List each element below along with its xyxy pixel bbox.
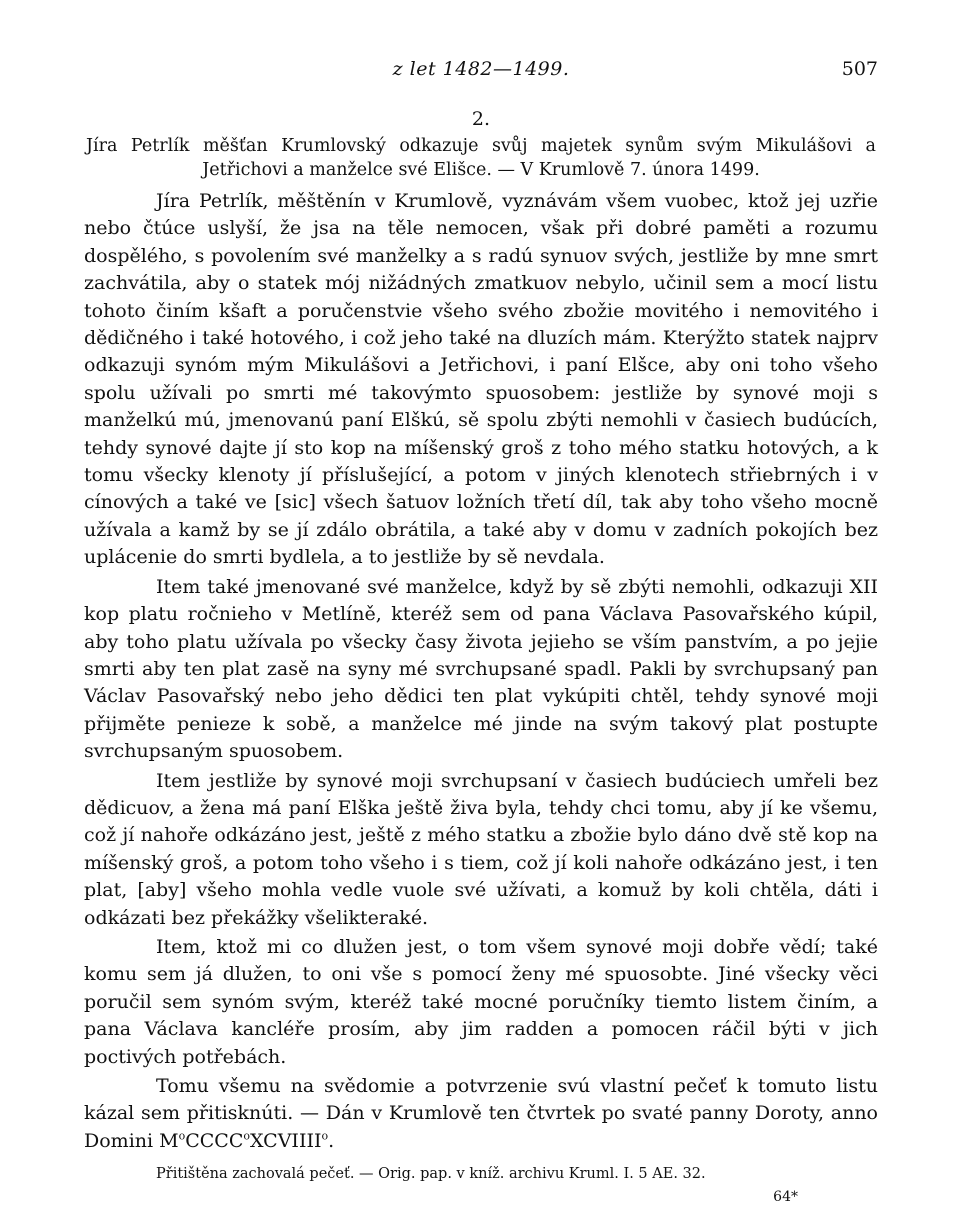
date-part-2: XCVIIII (249, 1129, 322, 1152)
paragraph-5-end: . (328, 1129, 335, 1152)
paragraph-5 (84, 1073, 878, 1155)
date-superscript-1: o (178, 1129, 186, 1143)
document-regest: Jíra Petrlík měšťan Krumlovský odkazuje svůj majetek synům svým Mikulášovi a Jetřichovi a manželce své Elišce. — V Krumlově 7. února 1499. (86, 136, 876, 180)
paragraph-3: Item jestliže by synové moji svrchupsaní v časiech budúciech umřeli bez dědicuov, a žena má paní Elška ještě živa byla, tehdy chci tomu, aby jí ke všemu, což jí nahoře odkázáno jest, ještě z mého statku a zbožie bylo dáno dvě stě kop na míšenský groš, a potom toho všeho i s tiem, což jí koli nahoře odkázáno jest, i ten plat, [aby] všeho mohla vedle vuole své užívati, a komuž by koli chtěla, dáti i odkázati bez překážky všelikteraké. (84, 769, 878, 929)
paragraph-5-text: Tomu všemu na svědomie a potvrzenie svú vlastní pečeť k tomuto listu kázal sem přitisknúti. — Dán v Krumlově ten čtvrtek po svaté panny Doroty, anno Domini M (84, 1075, 878, 1152)
document-number: 2. (471, 108, 491, 130)
page-number: 507 (841, 58, 878, 80)
date-superscript-3: o (321, 1129, 329, 1143)
running-title: z let 1482—1499. (392, 58, 570, 80)
paragraph-1: Jíra Petrlík, měštěnín v Krumlově, vyznávám všem vuobec, ktož jej uzřie nebo čtúce uslyší, že jsa na těle nemocen, však při dobré paměti a rozumu dospělého, s povolením své manželky a s radú synuov svých, jestliže by mne smrt zachvátila, aby o statek mój nižádných zmatkuov nebylo, učinil sem a mocí listu tohoto činím kšaft a poručenstvie všeho svého zbožie movitého i nemovitého i dědičného i také hotového, i což jeho také na dluzích mám. Kterýžto statek najprv odkazuji synóm mým Mikulášovi a Jetřichovi, i paní Elšce, aby oni toho všeho spolu užívali po smrti mé takovýmto spuosobem: jestliže by synové moji s manželkú mú, jmenovanú paní Elškú, sě spolu zbýti nemohli v časiech budúcích, tehdy synové dajte jí sto kop na míšenský groš z toho mého statku hotových, a k tomu všecky klenoty jí příslušející, a potom v jiných klenotech střiebrných i v cínových a také ve [sic] všech šatuov ložních třetí díl, tak aby toho všeho mocně užívala a kamž by se jí zdálo obrátila, a také aby v domu v zadních pokojích bez uplácenie do smrti bydlela, a to jestliže by sě nevdala. (84, 190, 878, 569)
page (84, 58, 878, 1205)
running-head (84, 58, 878, 90)
paragraph-4: Item, ktož mi co dlužen jest, o tom všem synové moji dobře vědí; také komu sem já dlužen, to oni vše s pomocí ženy mé spuosobte. Jiné všecky věci poručil sem synóm svým, kteréž také mocné poručníky tiemto listem činím, a pana Václava kancléře prosím, aby jim radden a pomocen ráčil býti v jich poctivých potřebách. (84, 935, 878, 1068)
archival-note: Přitištěna zachovalá pečeť. — Orig. pap. v kníž. archivu Kruml. I. 5 AE. 32. (156, 1166, 706, 1183)
date-part-1: CCCC (185, 1129, 244, 1152)
document-body (84, 188, 878, 1155)
signature-mark: 64* (773, 1189, 798, 1206)
paragraph-2: Item také jmenované své manželce, když by sě zbýti nemohli, odkazuji XII kop platu ročnieho v Metlíně, kteréž sem od pana Václava Pasovařského kúpil, aby toho platu užívala po všecky časy života jejieho se vším panstvím, a po jejie smrti aby ten plat zasě na syny mé svrchupsané spadl. Pakli by svrchupsaný pan Václav Pasovařský nebo jeho dědici ten plat vykúpiti chtěl, tehdy synové moji přijměte penieze k sobě, a manželce mé jinde na svým takový plat postupte svrchupsaným spuosobem. (84, 575, 878, 763)
date-superscript-2: o (243, 1129, 250, 1143)
